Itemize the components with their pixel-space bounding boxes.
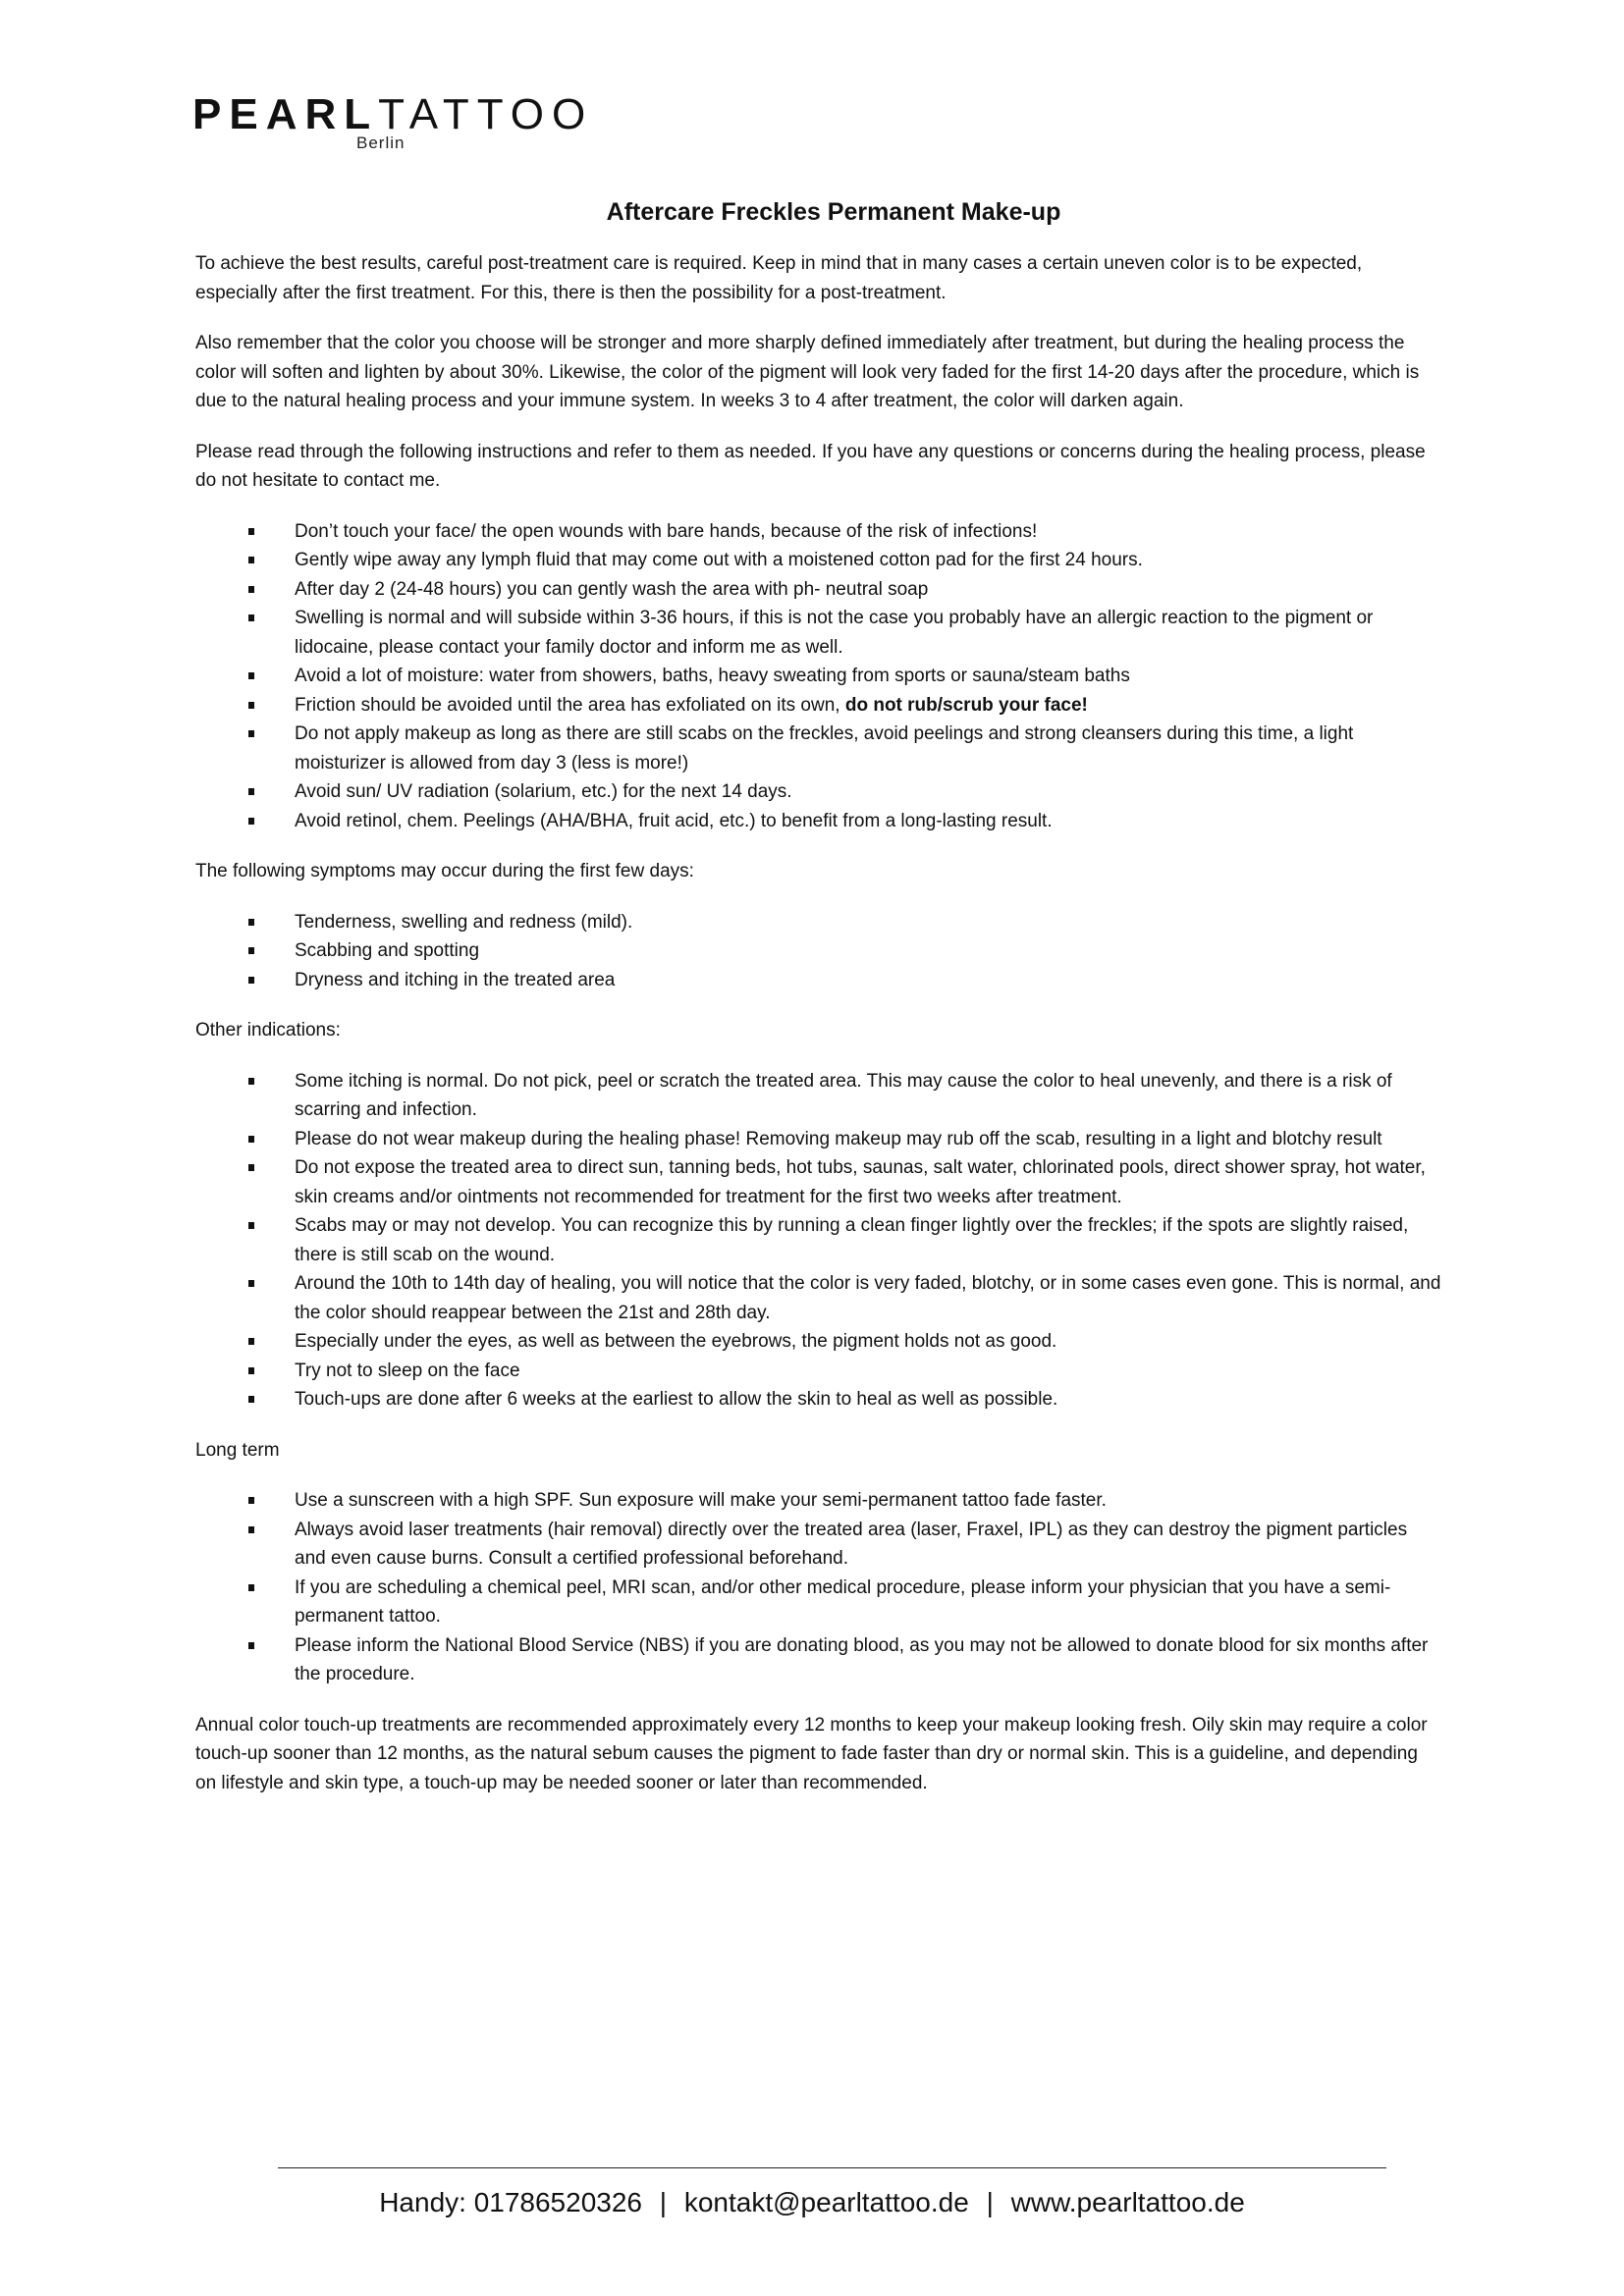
bullet-icon [248, 1526, 254, 1533]
list-item [195, 575, 1442, 605]
closing-paragraph: Annual color touch-up treatments are recommended approximately every 12 months to keep your makeup looking fresh. Oily skin may require a color touch-up sooner than 12 months, as the natural sebum causes the pigment to fade faster than dry or normal skin. This is a guideline, and depending on lifestyle and skin type, a touch-up may be needed sooner or later than recommended. [195, 1714, 1428, 1793]
list-item [195, 1385, 1442, 1415]
list-item [195, 1327, 1442, 1357]
document-body [195, 196, 1442, 1819]
bullet-icon [248, 947, 254, 954]
instructions-list [195, 517, 1442, 836]
list-item-text: Touch-ups are done after 6 weeks at the earliest to allow the skin to heal as well as possible. [295, 1389, 1058, 1410]
bullet-icon [248, 528, 254, 535]
list-item [195, 908, 1442, 937]
bullet-icon [248, 672, 254, 679]
list-item-text: Avoid retinol, chem. Peelings (AHA/BHA, fruit acid, etc.) to benefit from a long-lasting result. [295, 810, 1053, 831]
list-item [195, 1067, 1442, 1125]
document-title: Aftercare Freckles Permanent Make-up [606, 198, 1061, 226]
list-item [195, 691, 1442, 721]
list-item-text: Please inform the National Blood Service (NBS) if you are donating blood, as you may not be allowed to donate blood for six months after the procedure. [295, 1634, 1429, 1684]
symptoms-list [195, 908, 1442, 995]
list-item-text: Dryness and itching in the treated area [295, 969, 616, 990]
list-item [195, 1631, 1442, 1689]
bullet-icon [248, 1222, 254, 1229]
bullet-icon [248, 818, 254, 825]
footer-separator: | [659, 2187, 668, 2217]
list-item [195, 1269, 1442, 1327]
bullet-icon [248, 1136, 254, 1143]
bullet-icon [248, 702, 254, 709]
list-item-text: Please do not wear makeup during the healing phase! Removing makeup may rub off the scab, resulting in a light and blotchy result [295, 1128, 1382, 1149]
bullet-icon [248, 1642, 254, 1649]
footer-website-link[interactable]: www.pearltattoo.de [1010, 2187, 1245, 2217]
footer-divider [278, 2167, 1386, 2168]
other-indications-list [195, 1067, 1442, 1415]
list-item-text: After day 2 (24-48 hours) you can gently wash the area with ph- neutral soap [295, 578, 929, 600]
list-item [195, 662, 1442, 691]
list-item [195, 807, 1442, 836]
list-item [195, 1486, 1442, 1516]
bullet-icon [248, 1367, 254, 1374]
list-item [195, 517, 1442, 547]
symptoms-heading: The following symptoms may occur during the first few days: [195, 861, 694, 881]
list-item-text: Around the 10th to 14th day of healing, you will notice that the color is very faded, blotchy, or in some cases even gone. This is normal, and the color should reappear between the 21st and 28th day. [295, 1273, 1441, 1323]
list-item-text: Avoid a lot of moisture: water from showers, baths, heavy sweating from sports or sauna/steam baths [295, 666, 1130, 686]
bullet-icon [248, 1078, 254, 1085]
bullet-icon [248, 1396, 254, 1403]
bullet-icon [248, 557, 254, 563]
list-item [195, 1211, 1442, 1269]
logo-light-text: TATTOO [378, 90, 594, 138]
list-item-text: Gently wipe away any lymph fluid that may come out with a moistened cotton pad for the first 24 hours. [295, 550, 1143, 570]
footer-email-link[interactable]: kontakt@pearltattoo.de [683, 2187, 969, 2217]
list-item-text: Always avoid laser treatments (hair removal) directly over the treated area (laser, Fraxel, IPL) as they can destroy the pigment particles and even cause burns. Consult a certified professional beforehand. [295, 1519, 1408, 1569]
bullet-icon [248, 1584, 254, 1591]
bullet-icon [248, 1497, 254, 1504]
list-item [195, 720, 1442, 777]
list-item [195, 1125, 1442, 1154]
list-item [195, 1516, 1442, 1574]
list-item [195, 966, 1442, 995]
intro-paragraph: To achieve the best results, careful post-treatment care is required. Keep in mind that in many cases a certain uneven color is to be expected, especially after the first treatment. For this, there is then the possibility for a post-treatment. [195, 253, 1363, 303]
list-item-text: Do not apply makeup as long as there are still scabs on the freckles, avoid peelings and strong cleansers during this time, a light moisturizer is allowed from day 3 (less is more!) [295, 723, 1354, 774]
bullet-icon [248, 730, 254, 737]
list-item [195, 546, 1442, 575]
bullet-icon [248, 1164, 254, 1171]
logo-bold-text: PEARL [192, 90, 379, 138]
intro-paragraph: Also remember that the color you choose will be stronger and more sharply defined immediately after treatment, but during the healing process the color will soften and lighten by about 30%. Likewise, the color of the pigment will look very faded for the first 14-20 days after the procedure, which is due to the natural healing process and your immune system. In weeks 3 to 4 after treatment, the color will darken again. [195, 333, 1420, 411]
list-item-text: Don’t touch your face/ the open wounds with bare hands, because of the risk of infections! [295, 520, 1038, 542]
long-term-heading: Long term [195, 1439, 280, 1461]
bullet-icon [248, 977, 254, 984]
footer-contact [0, 2185, 1624, 2220]
list-item-text: Scabs may or may not develop. You can recognize this by running a clean finger lightly over the freckles; if the spots are slightly raised, there is still scab on the wound. [295, 1215, 1409, 1265]
pearltattoo-logo [192, 90, 594, 159]
list-item-text: Avoid sun/ UV radiation (solarium, etc.) for the next 14 days. [295, 781, 792, 802]
list-item [195, 604, 1442, 662]
bullet-icon [248, 1338, 254, 1345]
list-item-text: Scabbing and spotting [295, 940, 480, 961]
list-item-text: Use a sunscreen with a high SPF. Sun exposure will make your semi-permanent tattoo fade faster. [295, 1490, 1107, 1511]
other-indications-heading: Other indications: [195, 1020, 341, 1041]
bullet-icon [248, 586, 254, 593]
list-item-text: Do not expose the treated area to direct sun, tanning beds, hot tubs, saunas, salt water, chlorinated pools, direct shower spray, hot water, skin creams and/or ointments not recommended for treatment for the first two weeks after treatment. [295, 1157, 1426, 1207]
footer-separator: | [986, 2187, 994, 2217]
list-item [195, 1357, 1442, 1386]
bullet-icon [248, 919, 254, 926]
list-item [195, 936, 1442, 966]
list-item [195, 1153, 1442, 1211]
list-item [195, 777, 1442, 807]
bullet-icon [248, 1280, 254, 1287]
list-item-text: Some itching is normal. Do not pick, peel or scratch the treated area. This may cause the color to heal unevenly, and there is a risk of scarring and infection. [295, 1070, 1392, 1120]
long-term-list [195, 1486, 1442, 1689]
list-item-text: Tenderness, swelling and redness (mild). [295, 911, 633, 933]
list-item-text: Friction should be avoided until the area has exfoliated on its own, [295, 694, 845, 716]
list-item-emphasis: do not rub/scrub your face! [844, 694, 1088, 716]
list-item-text: Especially under the eyes, as well as between the eyebrows, the pigment holds not as good. [295, 1331, 1057, 1352]
bullet-icon [248, 614, 254, 621]
bullet-icon [248, 788, 254, 795]
logo-subtitle: Berlin [356, 133, 406, 152]
footer-phone: Handy: 01786520326 [379, 2187, 642, 2217]
list-item [195, 1574, 1442, 1631]
list-item-text: If you are scheduling a chemical peel, MRI scan, and/or other medical procedure, please inform your physician that you have a semi-permanent tattoo. [295, 1576, 1391, 1627]
list-item-text: Try not to sleep on the face [295, 1360, 520, 1381]
list-item-text: Swelling is normal and will subside within 3-36 hours, if this is not the case you probably have an allergic reaction to the pigment or lidocaine, please contact your family doctor and inform me as well. [295, 608, 1374, 658]
logo-wordmark [192, 90, 593, 139]
intro-paragraph: Please read through the following instructions and refer to them as needed. If you have any questions or concerns during the healing process, please do not hesitate to contact me. [195, 441, 1426, 491]
